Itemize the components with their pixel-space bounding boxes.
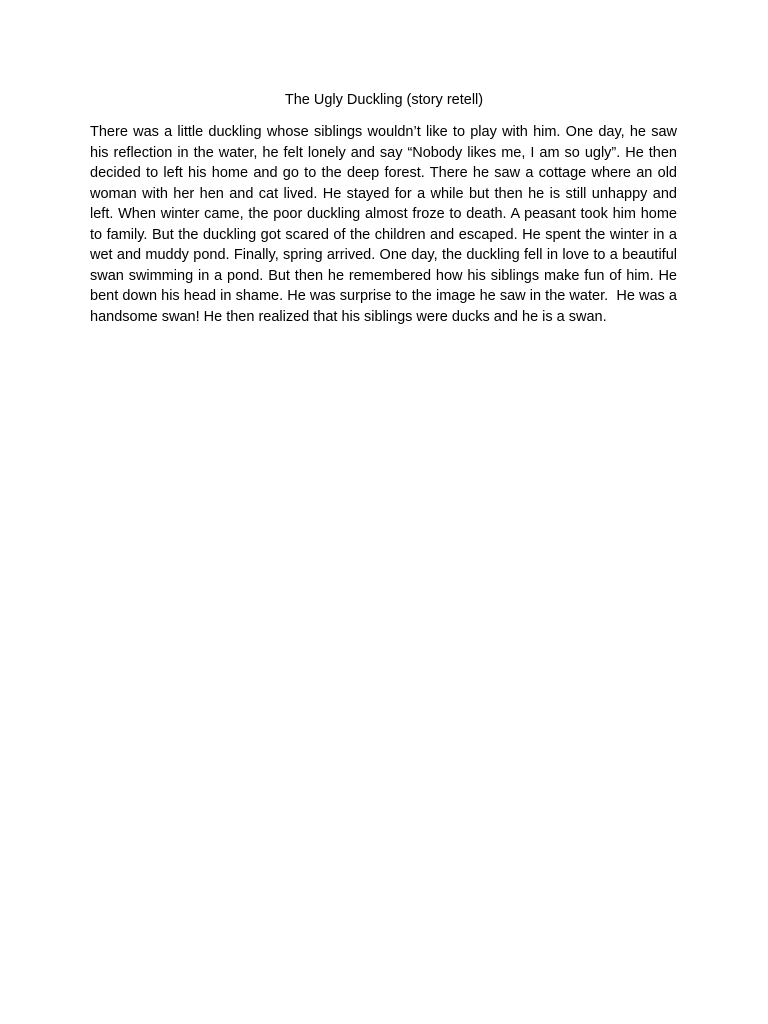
document-body-paragraph: There was a little duckling whose siblings wouldn’t like to play with him. One day, he saw his reflection in the water, he felt lonely and say “Nobody likes me, I am so ugly”. He then decided to left his home and go to the deep forest. There he saw a cottage where an old woman with her hen and cat lived. He stayed for a while but then he is still unhappy and left. When winter came, the poor duckling almost froze to death. A peasant took him home to family. But the duckling got scared of the children and escaped. He spent the winter in a wet and muddy pond. Finally, spring arrived. One day, the duckling fell in love to a beautiful swan swimming in a pond. But then he remembered how his siblings make fun of him. He bent down his head in shame. He was surprise to the image he saw in the water. He was a handsome swan! He then realized that his siblings were ducks and he is a swan.: [90, 124, 682, 325]
document-title: The Ugly Duckling (story retell): [284, 92, 484, 108]
